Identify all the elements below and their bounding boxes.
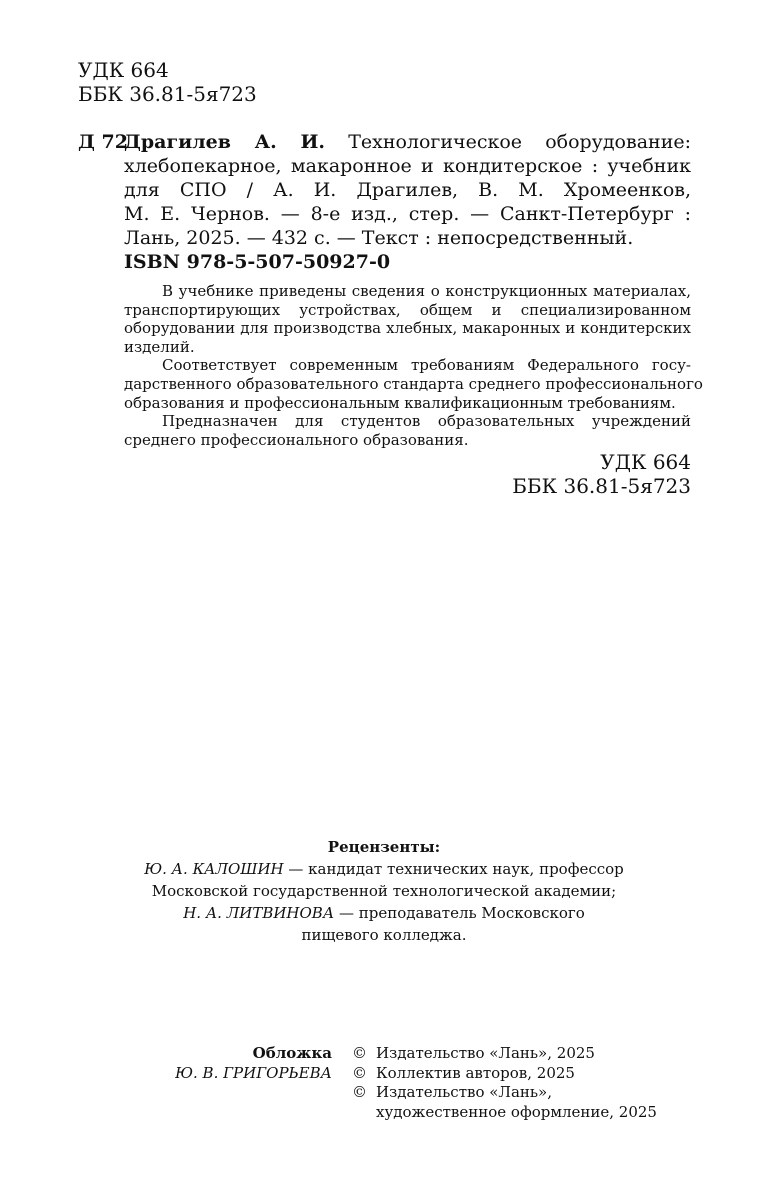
copyright-line-4 [352, 1103, 657, 1123]
reviewer-2-name: Н. А. ЛИТВИНОВА [183, 904, 335, 922]
reviewer-1-line-1 [0, 858, 768, 880]
copyright-icon: © [352, 1083, 367, 1102]
copyright-line-3 [352, 1083, 657, 1103]
annotation [124, 282, 703, 449]
author-name: Драгилев А. И. [124, 131, 326, 153]
copyright-icon: © [352, 1044, 367, 1062]
annotation-line-4: изделий. [124, 337, 195, 356]
annotation-line-7: образования и профессиональным квалификационным требованиям. [124, 393, 676, 412]
copyright-text-1: Издательство «Лань», 2025 [376, 1044, 595, 1062]
reviewer-1-line-2: Московской государственной технологической академии; [151, 882, 617, 900]
reviewer-1-name: Ю. А. КАЛОШИН [144, 860, 284, 878]
reviewer-2-role: — преподаватель Московского [334, 904, 585, 922]
copyright-line-2 [352, 1064, 657, 1084]
annotation-line-1: В учебнике приведены сведения о конструкционных материалах, [162, 282, 691, 300]
reviewers-title: Рецензенты: [327, 838, 441, 856]
cover-artist: Ю. В. ГРИГОРЬЕВА [175, 1064, 332, 1082]
udk-code: УДК 664 [600, 450, 691, 474]
udk-code-top: УДК 664 [78, 58, 169, 82]
annotation-line-5: Соответствует современным требованиям Федерального госу- [162, 356, 691, 375]
annotation-line-3: оборудовании для производства хлебных, макаронных и кондитерских [124, 319, 691, 338]
copyright-text-4: художественное оформление, 2025 [376, 1102, 657, 1121]
biblio-line-5: Лань, 2025. — 432 с. — Текст : непосредственный. [124, 227, 634, 249]
reviewer-2-line-2: пищевого колледжа. [301, 926, 467, 944]
bbk-code: ББК 36.81-5я723 [512, 474, 691, 498]
isbn: ISBN 978-5-507-50927-0 [124, 251, 391, 273]
annotation-line-8: Предназначен для студентов образовательных учреждений [162, 412, 691, 431]
copyright-text-3: Издательство «Лань», [376, 1083, 553, 1102]
copyright-block [352, 1044, 657, 1122]
reviewer-1-role: — кандидат технических наук, профессор [283, 860, 624, 878]
biblio-line-2: хлебопекарное, макаронное и кондитерское : учебник [124, 155, 691, 177]
cover-credit [175, 1043, 332, 1083]
biblio-line-4: М. Е. Чернов. — 8-е изд., стер. — Санкт-Петербург : [124, 203, 691, 225]
annotation-line-9: среднего профессионального образования. [124, 430, 469, 449]
biblio-line-1 [124, 130, 691, 154]
annotation-line-6: дарственного образовательного стандарта среднего профессионального [124, 374, 703, 393]
annotation-line-2: транспортирующих устройствах, общем и специализированном [124, 300, 691, 319]
author-mark: Д 72 [78, 131, 128, 153]
reviewers-block [0, 836, 768, 946]
biblio-line-3: для СПО / А. И. Драгилев, В. М. Хромеенков, [124, 179, 691, 201]
bibliographic-record [124, 130, 691, 250]
bbk-code-top: ББК 36.81-5я723 [78, 82, 257, 106]
reviewer-2-line-1 [0, 902, 768, 924]
copyright-text-2: Коллектив авторов, 2025 [376, 1063, 575, 1082]
copyright-line-1 [352, 1044, 657, 1064]
book-title-start: Технологическое оборудование: [348, 131, 691, 153]
copyright-icon: © [352, 1063, 367, 1082]
cover-label: Обложка [252, 1044, 332, 1062]
